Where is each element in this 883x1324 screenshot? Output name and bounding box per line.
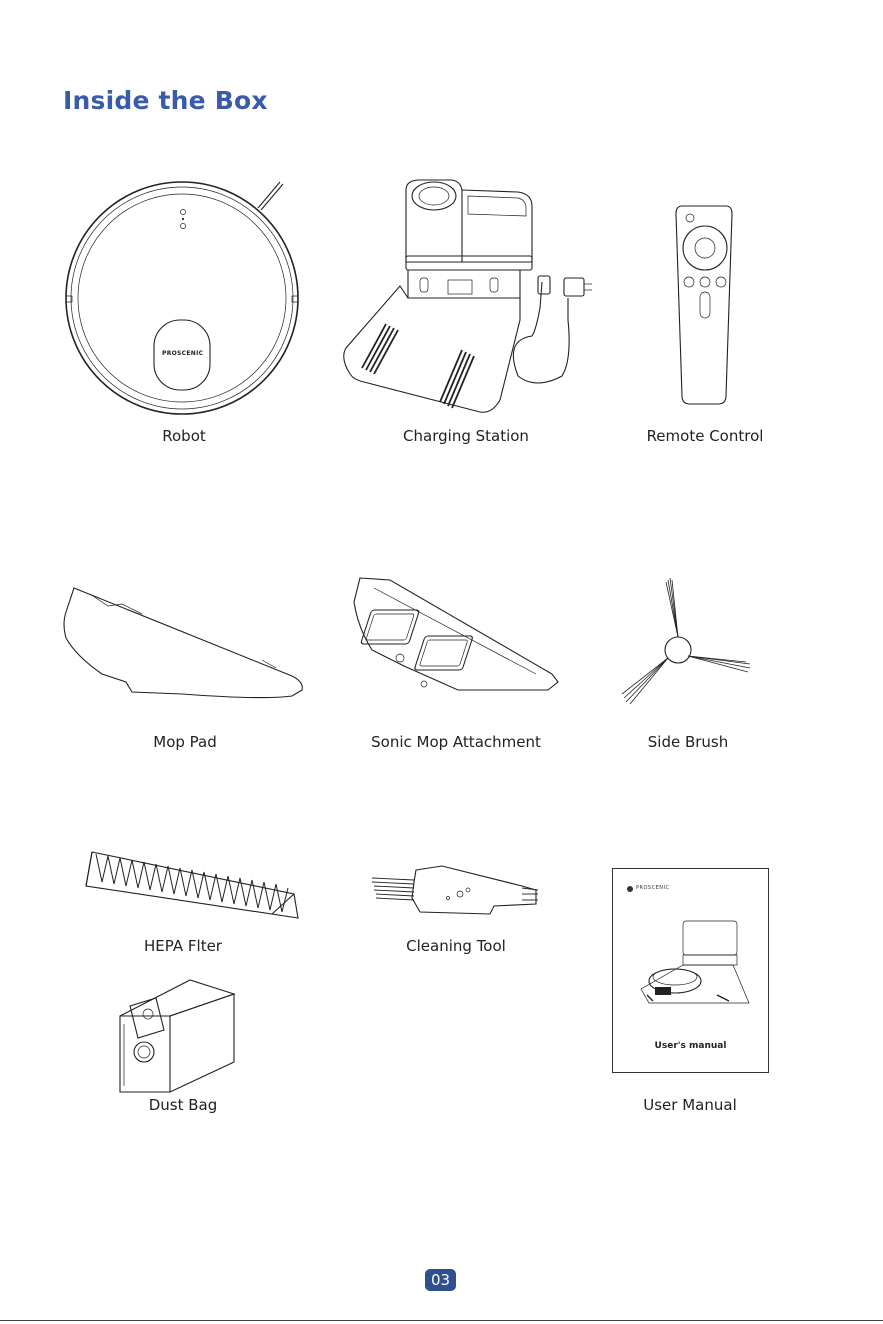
cleaning-tool-illustration xyxy=(372,864,540,920)
side-brush-label: Side Brush xyxy=(647,733,729,751)
dust-bag-label: Dust Bag xyxy=(148,1096,218,1114)
remote-control-label: Remote Control xyxy=(646,427,764,445)
robot-brand-text: PROSCENIC xyxy=(162,350,204,357)
charging-station-illustration xyxy=(340,180,600,412)
manual-cover-title: User's manual xyxy=(654,1041,727,1051)
page-number-badge: 03 xyxy=(425,1269,456,1291)
bottom-divider xyxy=(0,1320,883,1321)
robot-illustration xyxy=(62,178,302,418)
side-brush-illustration xyxy=(622,578,754,708)
sonic-mop-attachment-illustration xyxy=(352,578,562,698)
manual-logo-icon xyxy=(627,886,633,892)
robot-label: Robot xyxy=(162,427,206,445)
charging-station-label: Charging Station xyxy=(403,427,529,445)
mop-pad-label: Mop Pad xyxy=(153,733,217,751)
remote-control-illustration xyxy=(674,204,734,406)
cleaning-tool-label: Cleaning Tool xyxy=(406,937,506,955)
page-title: Inside the Box xyxy=(63,86,268,115)
hepa-filter-label: HEPA Flter xyxy=(144,937,222,955)
hepa-filter-illustration xyxy=(82,852,302,920)
user-manual-label: User Manual xyxy=(643,1096,737,1114)
sonic-mop-attachment-label: Sonic Mop Attachment xyxy=(371,733,541,751)
dust-bag-illustration xyxy=(116,976,238,1094)
manual-brand: PROSCENIC xyxy=(636,885,670,891)
mop-pad-illustration xyxy=(62,588,306,700)
user-manual-cover xyxy=(612,868,769,1073)
